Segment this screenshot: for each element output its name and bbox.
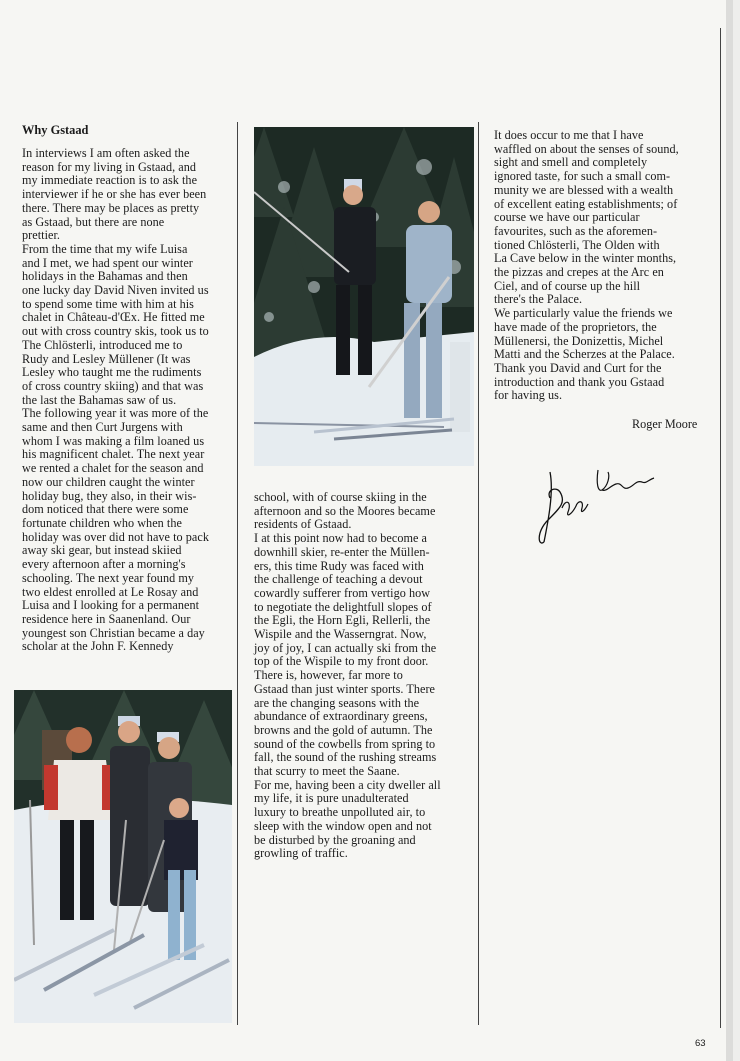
page-edge-shadow — [726, 0, 733, 1061]
column-rule-right — [720, 28, 721, 1028]
author-name: Roger Moore — [632, 417, 698, 431]
text-column-1: In interviews I am often asked the reason for my living in Gstaad, and my immediate reaction is to ask the interviewer if he or she has ever been there. There may be places as pretty as Gstaad, but there are none prettier. From the time that my wife Luisa and I met, we had spent our winter holidays in the Bahamas and then one lucky day David Niven invited us to spend some time with him at his chalet in Château-d'Œx. He fitted me out with cross country skis, took us to The Chlösterli, introduced me to Rudy and Lesley Müllener (It was Lesley who taught me the rudiments of cross country skiing) and that was the last the Bahamas saw of us. The following year it was more of the same and then Curt Jurgens with whom I was making a film loaned us his magnificent chalet. The next year we rented a chalet for the season and now our children caught the winter holiday bug, they also, in their wis- dom noticed that there were some fortunate children who when the holiday was over did not have to pack away ski gear, but instead skiied every afternoon after a morning's schooling. The next year found my two eldest enrolled at Le Rosay and Luisa and I looking for a permanent residence here in Saanenland. Our youngest son Christian became a day scholar at the John F. Kennedy — [22, 146, 209, 654]
article-title: Why Gstaad — [22, 123, 89, 137]
column-rule-middle — [478, 122, 479, 1025]
text-column-3: It does occur to me that I have waffled on about the senses of sound, sight and smell and completely ignored taste, for such a small com- munity we are blessed with a wealth of excellent eating establishments; of course we have our particular favourites, such as the aforemen- tioned Chlösterli, The Olden with La Cave below in the winter months, the pizzas and crepes at the Arc en Ciel, and of course up the hill there's the Palace. We particularly value the friends we have made of the proprietors, the Müllenersi, the Donizettis, Michel Matti and the Scherzes at the Palace. Thank you David and Curt for the introduction and thank you Gstaad for having us. — [494, 128, 679, 403]
photo-family-skiing — [14, 690, 232, 1023]
column-rule-left — [237, 122, 238, 1025]
page-number: 63 — [695, 1038, 706, 1049]
photo-two-skiers — [254, 127, 474, 466]
author-signature — [536, 462, 666, 557]
text-column-2: school, with of course skiing in the afternoon and so the Moores became residents of Gstaad. I at this point now had to become a downhill skier, re-enter the Müllen- ers, this time Rudy was faced with the challenge of teaching a devout cowardly sufferer from vertigo how to negotiate the delightfull slopes of the Egli, the Horn Egli, Rellerli, the Wispile and the Wasserngrat. Now, joy of joy, I can actually ski from the top of the Wispile to my front door. There is, however, far more to Gstaad than just winter sports. There are the changing seasons with the abundance of extraordinary greens, browns and the gold of autumn. The sound of the cowbells from spring to fall, the sound of the rushing streams that scurry to meet the Saane. For me, having been a city dweller all my life, it is pure unadulterated luxury to breathe unpolluted air, to sleep with the window open and not be disturbed by the groaning and growling of traffic. — [254, 490, 441, 861]
